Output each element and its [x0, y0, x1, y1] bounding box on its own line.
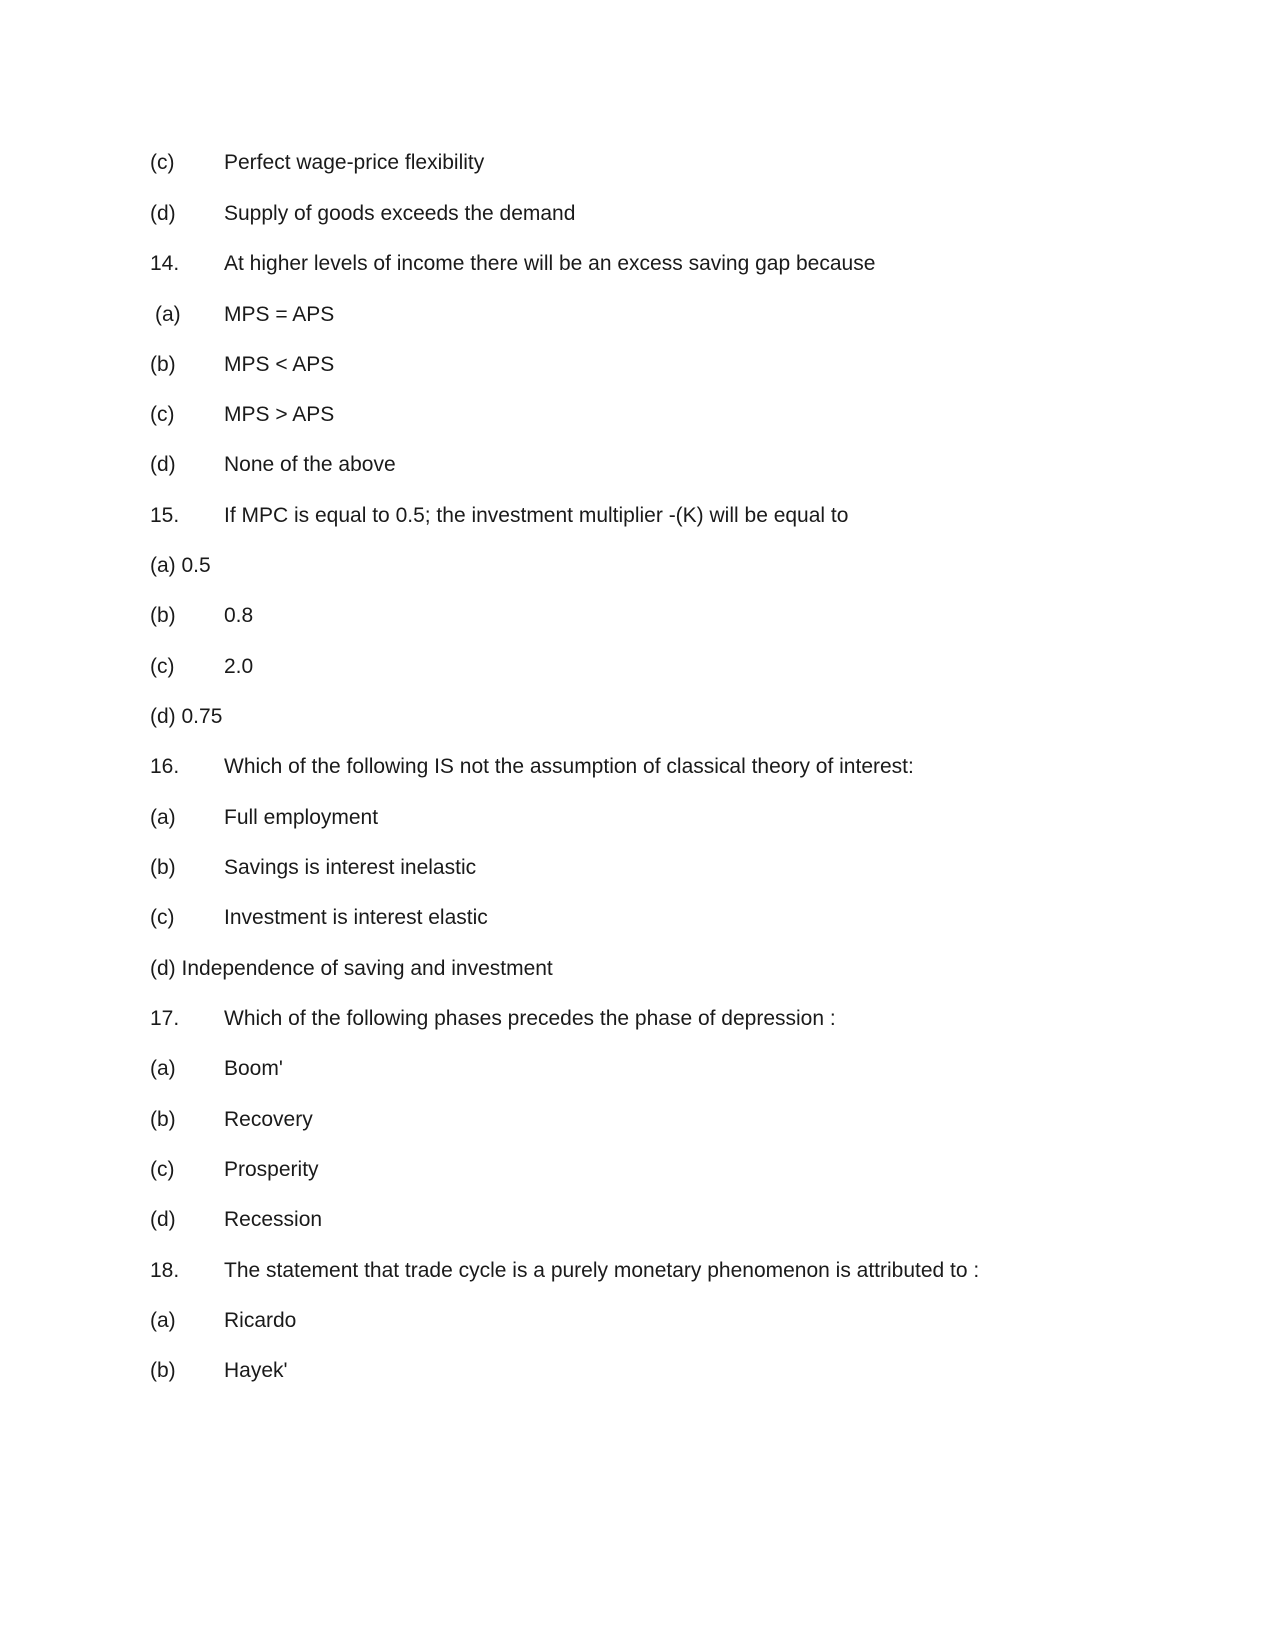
- option-marker: (a): [150, 1309, 176, 1332]
- option-marker: (c): [150, 655, 175, 678]
- option-text: 2.0: [224, 655, 254, 678]
- option-marker: (a): [150, 806, 176, 829]
- option-inline-text: (a) 0.5: [150, 554, 211, 577]
- option-text: Full employment: [224, 806, 379, 829]
- option-marker: (c): [150, 1158, 175, 1181]
- option-text: Recovery: [224, 1108, 313, 1131]
- question-number: 18.: [150, 1259, 180, 1282]
- option-text: MPS > APS: [224, 403, 335, 426]
- option-text: Ricardo: [224, 1309, 297, 1332]
- question-number: 16.: [150, 755, 180, 778]
- option-text: Boom': [224, 1057, 283, 1080]
- question-text: If MPC is equal to 0.5; the investment multiplier -(K) will be equal to: [224, 504, 849, 527]
- option-text: Prosperity: [224, 1158, 319, 1181]
- option-marker: (c): [150, 906, 175, 929]
- option-text: None of the above: [224, 453, 396, 476]
- option-marker: (b): [150, 856, 176, 879]
- option-marker: (a): [155, 303, 181, 326]
- option-marker: (a): [150, 1057, 176, 1080]
- question-number: 17.: [150, 1007, 180, 1030]
- question-number: 15.: [150, 504, 180, 527]
- option-marker: (d): [150, 1208, 176, 1231]
- option-text: Investment is interest elastic: [224, 906, 488, 929]
- option-inline-text: (d) Independence of saving and investment: [150, 957, 553, 980]
- option-text: MPS = APS: [224, 303, 335, 326]
- question-text: Which of the following phases precedes the phase of depression :: [224, 1007, 836, 1030]
- option-text: Recession: [224, 1208, 323, 1231]
- option-text: Savings is interest inelastic: [224, 856, 477, 879]
- option-marker: (b): [150, 604, 176, 627]
- option-marker: (c): [150, 403, 175, 426]
- option-marker: (d): [150, 202, 176, 225]
- option-text: Supply of goods exceeds the demand: [224, 202, 576, 225]
- option-inline-text: (d) 0.75: [150, 705, 223, 728]
- option-text: Hayek': [224, 1359, 288, 1382]
- option-text: 0.8: [224, 604, 254, 627]
- option-marker: (d): [150, 453, 176, 476]
- option-text: MPS < APS: [224, 353, 335, 376]
- question-text: The statement that trade cycle is a purely monetary phenomenon is attributed to :: [224, 1259, 980, 1282]
- question-text: Which of the following IS not the assumption of classical theory of interest:: [224, 755, 914, 778]
- option-marker: (b): [150, 1108, 176, 1131]
- option-marker: (b): [150, 353, 176, 376]
- option-marker: (b): [150, 1359, 176, 1382]
- option-text: Perfect wage-price flexibility: [224, 151, 485, 174]
- option-marker: (c): [150, 151, 175, 174]
- question-number: 14.: [150, 252, 180, 275]
- question-text: At higher levels of income there will be an excess saving gap because: [224, 252, 876, 275]
